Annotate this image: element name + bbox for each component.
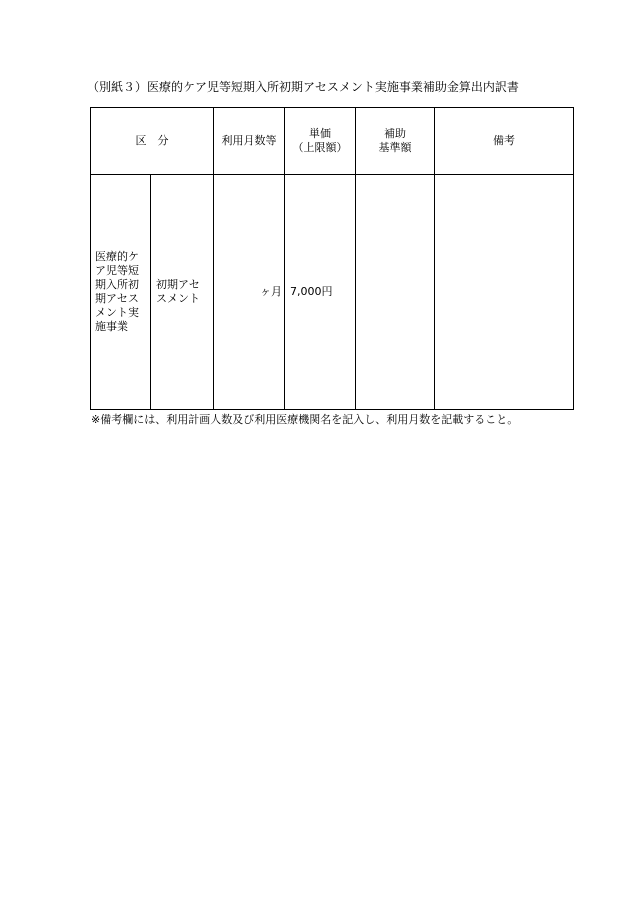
divider-category-split bbox=[150, 174, 151, 409]
subsidy-breakdown-table bbox=[90, 107, 574, 410]
row-usage-months bbox=[214, 175, 282, 409]
row-unit-price-text: 7,000円 bbox=[290, 285, 333, 298]
row-category-main bbox=[95, 175, 149, 409]
row-category-sub bbox=[156, 175, 210, 409]
row-category-sub-text: 初期アセスメント bbox=[156, 278, 200, 305]
row-unit-price bbox=[290, 175, 354, 409]
header-usage-months: 利用月数等 bbox=[221, 134, 277, 147]
header-category: 区 分 bbox=[135, 134, 169, 147]
document-title: （別紙３）医療的ケア児等短期入所初期アセスメント実施事業補助金算出内訳書 bbox=[87, 80, 519, 94]
row-category-main-text: 医療的ケア児等短期入所初期アセスメント実施事業 bbox=[95, 250, 139, 333]
header-remarks: 備考 bbox=[493, 134, 515, 147]
row-usage-months-text: ヶ月 bbox=[260, 285, 282, 298]
row-subsidy-standard[interactable] bbox=[356, 175, 434, 409]
row-remarks[interactable] bbox=[435, 175, 573, 409]
footnote: ※備考欄には、利用計画人数及び利用医療機関名を記入し、利用月数を記載すること。 bbox=[91, 413, 519, 426]
header-subsidy-standard: 補助 基準額 bbox=[378, 127, 412, 154]
header-unit-price: 単価 （上限額） bbox=[292, 127, 348, 154]
